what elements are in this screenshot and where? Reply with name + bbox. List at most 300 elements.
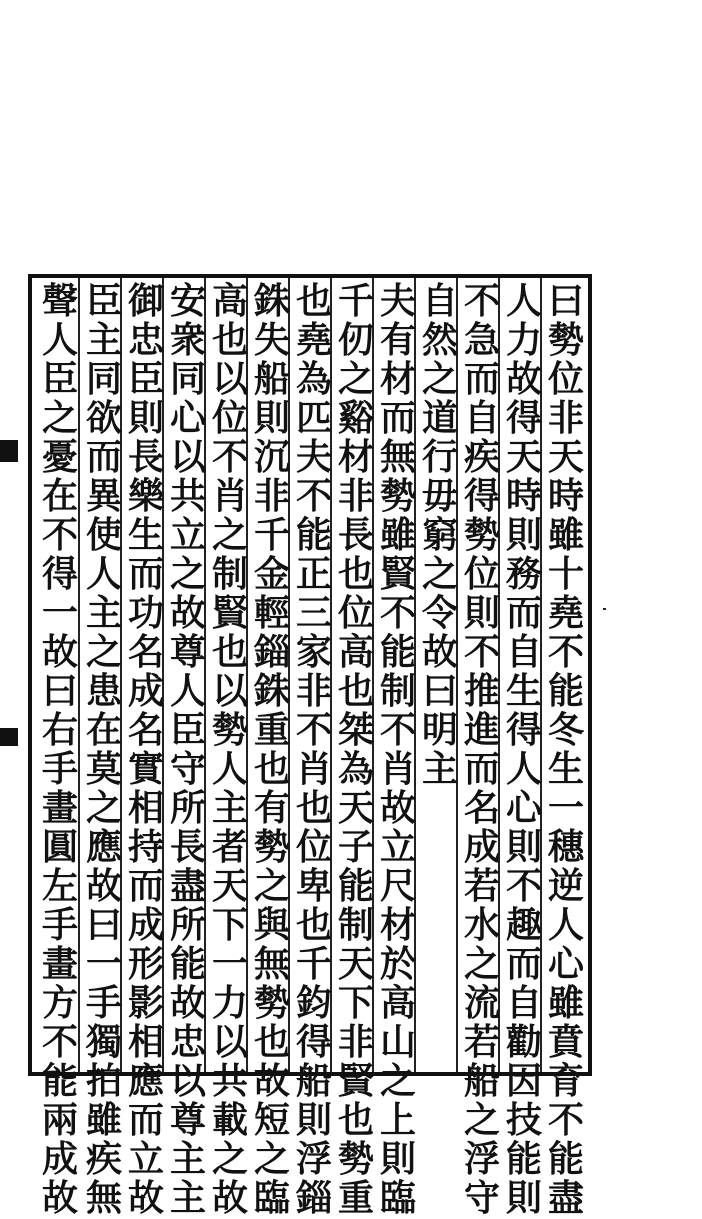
glyph: 自 [421,280,458,322]
glyph: 夫 [379,280,416,322]
glyph: 若 [463,1021,500,1063]
glyph: 材 [337,436,374,478]
glyph: 長 [169,826,206,868]
glyph: 制 [379,670,416,712]
glyph: 也 [337,670,374,712]
glyph: 非 [337,1021,374,1063]
glyph: 高 [211,280,248,322]
glyph: 安 [169,280,206,322]
glyph: 能 [379,631,416,673]
glyph: 天 [337,787,374,829]
glyph: 生 [505,670,542,712]
glyph: 勢 [463,514,500,556]
glyph: 欲 [85,397,122,439]
glyph: 手 [85,982,122,1024]
glyph: 一 [547,787,584,829]
glyph: 得 [41,553,78,595]
glyph: 賁 [547,1021,584,1063]
glyph: 能 [337,865,374,907]
glyph: 谿 [337,397,374,439]
glyph: 短 [253,1099,290,1141]
glyph: 自 [463,397,500,439]
glyph: 急 [463,319,500,361]
glyph: 推 [463,670,500,712]
glyph: 同 [85,358,122,400]
glyph: 尊 [169,631,206,673]
glyph: 力 [211,982,248,1024]
glyph: 應 [85,826,122,868]
glyph: 御 [127,280,164,322]
glyph: 之 [211,1138,248,1180]
glyph: 而 [127,1099,164,1141]
glyph: 心 [169,397,206,439]
glyph: 故 [41,1177,78,1219]
glyph: 浮 [463,1138,500,1180]
glyph: 趣 [505,904,542,946]
glyph: 不 [41,514,78,556]
glyph: 曰 [41,670,78,712]
glyph: 則 [127,397,164,439]
glyph: 三 [295,592,332,634]
glyph: 右 [41,709,78,751]
glyph: 流 [463,982,500,1024]
glyph: 曰 [547,280,584,322]
glyph: 有 [253,787,290,829]
glyph: 心 [505,787,542,829]
glyph: 長 [127,436,164,478]
glyph: 之 [421,358,458,400]
glyph: 正 [295,553,332,595]
glyph: 故 [211,1177,248,1219]
glyph: 所 [169,904,206,946]
glyph: 也 [211,631,248,673]
glyph: 雖 [379,514,416,556]
glyph: 而 [463,748,500,790]
text-column-13 [34,278,86,1219]
glyph: 能 [41,1060,78,1102]
glyph: 手 [41,748,78,790]
glyph: 雖 [85,1099,122,1141]
glyph: 患 [85,670,122,712]
glyph: 不 [547,631,584,673]
glyph: 之 [41,397,78,439]
glyph: 則 [505,1177,542,1219]
glyph: 天 [547,436,584,478]
glyph: 勢 [253,982,290,1024]
glyph: 毋 [421,475,458,517]
glyph: 勢 [337,1138,374,1180]
glyph: 輕 [253,592,290,634]
glyph: 守 [463,1177,500,1219]
glyph: 成 [127,904,164,946]
glyph: 之 [169,553,206,595]
glyph: 肖 [211,475,248,517]
glyph: 盡 [169,865,206,907]
glyph: 鈞 [295,982,332,1024]
glyph: 主 [85,319,122,361]
glyph: 立 [169,514,206,556]
glyph: 自 [505,631,542,673]
glyph: 心 [547,943,584,985]
glyph: 人 [211,748,248,790]
glyph: 位 [337,592,374,634]
glyph: 功 [127,592,164,634]
glyph: 勢 [211,709,248,751]
glyph: 方 [41,982,78,1024]
glyph: 天 [505,436,542,478]
glyph: 桀 [337,709,374,751]
glyph: 聲 [41,280,78,322]
glyph: 下 [337,982,374,1024]
glyph: 不 [463,280,500,322]
glyph: 形 [127,943,164,985]
glyph: 非 [295,670,332,712]
glyph: 行 [421,436,458,478]
glyph: 畫 [41,943,78,985]
glyph: 疾 [463,436,500,478]
glyph: 在 [85,709,122,751]
glyph: 臣 [127,358,164,400]
glyph: 失 [253,319,290,361]
glyph: 匹 [295,397,332,439]
glyph: 而 [505,943,542,985]
glyph: 能 [547,1138,584,1180]
glyph: 尊 [169,1099,206,1141]
glyph: 拍 [85,1060,122,1102]
glyph: 在 [41,475,78,517]
glyph: 位 [295,826,332,868]
glyph: 之 [211,514,248,556]
glyph: 而 [505,592,542,634]
glyph: 共 [211,1060,248,1102]
glyph: 之 [463,1099,500,1141]
glyph: 之 [379,1060,416,1102]
glyph: 以 [211,670,248,712]
glyph: 故 [379,787,416,829]
glyph: 而 [379,397,416,439]
glyph: 獨 [85,1021,122,1063]
glyph: 故 [253,1060,290,1102]
glyph: 千 [295,943,332,985]
glyph: 尺 [379,865,416,907]
glyph: 故 [85,865,122,907]
glyph: 名 [127,631,164,673]
glyph: 而 [463,358,500,400]
glyph: 雖 [547,514,584,556]
glyph: 制 [337,904,374,946]
glyph: 臣 [169,709,206,751]
glyph: 於 [379,943,416,985]
glyph: 相 [127,1021,164,1063]
glyph: 賢 [337,1060,374,1102]
glyph: 雖 [547,982,584,1024]
glyph: 非 [253,475,290,517]
glyph: 育 [547,1060,584,1102]
glyph: 故 [169,592,206,634]
glyph: 船 [295,1060,332,1102]
glyph: 之 [253,865,290,907]
glyph: 銖 [253,670,290,712]
glyph: 穗 [547,826,584,868]
glyph: 下 [211,904,248,946]
glyph: 而 [127,865,164,907]
glyph: 忠 [127,319,164,361]
glyph: 勢 [547,319,584,361]
glyph: 勢 [379,475,416,517]
ink-speck [603,608,606,610]
glyph: 盡 [547,1177,584,1219]
glyph: 力 [505,319,542,361]
glyph: 務 [505,553,542,595]
glyph: 重 [253,709,290,751]
glyph: 非 [547,397,584,439]
glyph: 畫 [41,787,78,829]
glyph: 位 [211,397,248,439]
glyph: 能 [505,1138,542,1180]
glyph: 不 [379,592,416,634]
glyph: 不 [295,475,332,517]
glyph: 成 [127,670,164,712]
glyph: 窮 [421,514,458,556]
glyph: 也 [337,1099,374,1141]
glyph: 名 [127,709,164,751]
glyph: 人 [85,553,122,595]
glyph: 也 [337,553,374,595]
glyph: 應 [127,1060,164,1102]
glyph: 時 [547,475,584,517]
glyph: 故 [169,982,206,1024]
glyph: 之 [463,943,500,985]
glyph: 明 [421,709,458,751]
glyph: 故 [421,631,458,673]
glyph: 人 [547,904,584,946]
glyph: 也 [295,280,332,322]
glyph: 也 [211,319,248,361]
glyph: 兩 [41,1099,78,1141]
glyph: 沉 [253,436,290,478]
glyph: 者 [211,826,248,868]
glyph: 能 [547,670,584,712]
glyph: 金 [253,553,290,595]
glyph: 以 [169,436,206,478]
glyph: 憂 [41,436,78,478]
glyph: 之 [337,358,374,400]
glyph: 莫 [85,748,122,790]
glyph: 與 [253,904,290,946]
glyph: 夫 [295,436,332,478]
glyph: 而 [127,553,164,595]
glyph: 以 [169,1060,206,1102]
glyph: 錙 [253,631,290,673]
glyph: 圓 [41,826,78,868]
glyph: 之 [85,787,122,829]
glyph: 水 [463,904,500,946]
glyph: 肖 [295,748,332,790]
glyph: 位 [463,553,500,595]
glyph: 逆 [547,865,584,907]
glyph: 曰 [421,670,458,712]
glyph: 不 [379,709,416,751]
glyph: 臨 [379,1177,416,1219]
glyph: 十 [547,553,584,595]
glyph: 主 [421,748,458,790]
glyph: 則 [253,397,290,439]
glyph: 故 [505,358,542,400]
glyph: 船 [463,1060,500,1102]
glyph: 曰 [85,904,122,946]
glyph: 不 [211,436,248,478]
glyph: 載 [211,1099,248,1141]
glyph: 位 [547,358,584,400]
glyph: 天 [211,865,248,907]
glyph: 則 [379,1138,416,1180]
glyph: 成 [463,826,500,868]
glyph: 主 [169,1177,206,1219]
glyph: 守 [169,748,206,790]
glyph: 勸 [505,1021,542,1063]
glyph: 影 [127,982,164,1024]
glyph: 能 [295,514,332,556]
glyph: 生 [127,514,164,556]
glyph: 也 [295,787,332,829]
glyph: 一 [41,592,78,634]
glyph: 千 [337,280,374,322]
glyph: 名 [463,787,500,829]
glyph: 材 [379,358,416,400]
glyph: 然 [421,319,458,361]
glyph: 不 [295,709,332,751]
glyph: 制 [211,553,248,595]
glyph: 銖 [253,280,290,322]
glyph: 非 [337,475,374,517]
glyph: 得 [295,1021,332,1063]
glyph: 忠 [169,1021,206,1063]
glyph: 人 [505,748,542,790]
glyph: 使 [85,514,122,556]
glyph: 主 [169,1138,206,1180]
glyph: 生 [547,748,584,790]
glyph: 得 [505,397,542,439]
glyph: 自 [505,982,542,1024]
glyph: 無 [253,943,290,985]
glyph: 因 [505,1060,542,1102]
glyph: 仞 [337,319,374,361]
glyph: 人 [169,670,206,712]
glyph: 一 [211,943,248,985]
glyph: 得 [463,475,500,517]
glyph: 不 [547,1099,584,1141]
glyph: 左 [41,865,78,907]
glyph: 上 [379,1099,416,1141]
glyph: 堯 [547,592,584,634]
glyph: 得 [505,709,542,751]
glyph: 同 [169,358,206,400]
glyph: 高 [379,982,416,1024]
glyph: 故 [41,631,78,673]
glyph: 持 [127,826,164,868]
glyph: 人 [41,319,78,361]
glyph: 而 [85,436,122,478]
glyph: 異 [85,475,122,517]
glyph: 之 [253,1138,290,1180]
glyph: 千 [253,514,290,556]
glyph: 衆 [169,319,206,361]
glyph: 臣 [41,358,78,400]
glyph: 臣 [85,280,122,322]
glyph: 立 [127,1138,164,1180]
glyph: 則 [463,592,500,634]
glyph: 不 [505,865,542,907]
glyph: 則 [505,826,542,868]
glyph: 重 [337,1177,374,1219]
glyph: 人 [505,280,542,322]
glyph: 相 [127,787,164,829]
glyph: 船 [253,358,290,400]
glyph: 疾 [85,1138,122,1180]
glyph: 不 [41,1021,78,1063]
glyph: 之 [85,631,122,673]
glyph: 樂 [127,475,164,517]
glyph: 主 [85,592,122,634]
glyph: 為 [295,358,332,400]
glyph: 也 [253,1021,290,1063]
binding-mark [0,440,18,462]
glyph: 賢 [211,592,248,634]
glyph: 令 [421,592,458,634]
glyph: 有 [379,319,416,361]
glyph: 立 [379,826,416,868]
glyph: 以 [211,1021,248,1063]
glyph: 時 [505,475,542,517]
glyph: 也 [253,748,290,790]
glyph: 故 [127,1177,164,1219]
glyph: 無 [85,1177,122,1219]
binding-mark [0,728,18,746]
glyph: 卑 [295,865,332,907]
glyph: 天 [337,943,374,985]
glyph: 道 [421,397,458,439]
glyph: 一 [85,943,122,985]
glyph: 不 [463,631,500,673]
glyph: 錙 [295,1177,332,1219]
glyph: 為 [337,748,374,790]
glyph: 山 [379,1021,416,1063]
glyph: 家 [295,631,332,673]
glyph: 進 [463,709,500,751]
glyph: 實 [127,748,164,790]
glyph: 冬 [547,709,584,751]
glyph: 技 [505,1099,542,1141]
glyph: 則 [295,1099,332,1141]
glyph: 手 [41,904,78,946]
glyph: 共 [169,475,206,517]
glyph: 堯 [295,319,332,361]
glyph: 主 [211,787,248,829]
glyph: 勢 [253,826,290,868]
glyph: 成 [41,1138,78,1180]
glyph: 長 [337,514,374,556]
glyph: 所 [169,787,206,829]
glyph: 能 [169,943,206,985]
glyph: 以 [211,358,248,400]
glyph: 賢 [379,553,416,595]
glyph: 材 [379,904,416,946]
glyph: 之 [421,553,458,595]
glyph: 也 [295,904,332,946]
glyph: 無 [379,436,416,478]
glyph: 高 [337,631,374,673]
glyph: 臨 [253,1177,290,1219]
